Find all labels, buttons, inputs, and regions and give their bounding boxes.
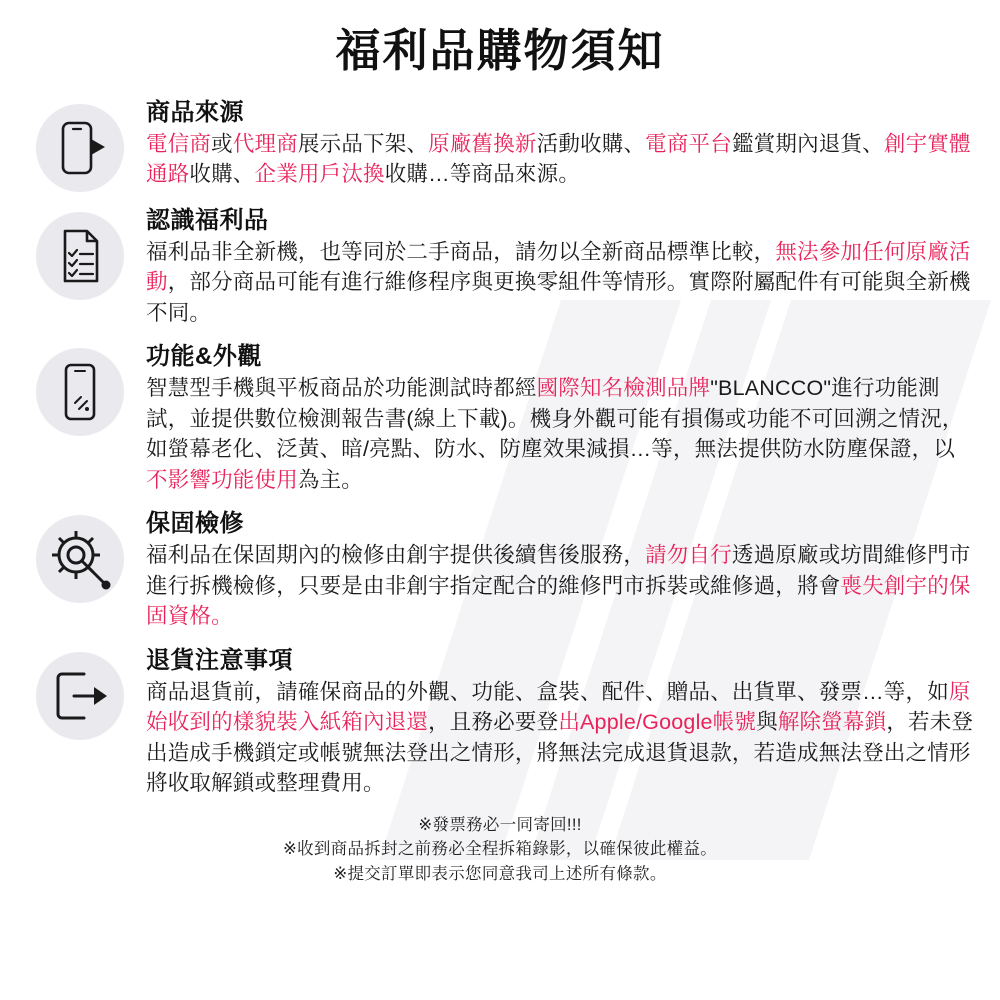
body-text: ，若未登出造成手機鎖定或帳號無法登出之情形，將無法完成退貨退款，若造成無法登出之情形將收取解鎖或整理費用。 [146, 710, 974, 796]
phone-scratch-icon [36, 348, 124, 436]
section-product-source [0, 88, 1000, 192]
icon-column [14, 88, 146, 192]
body-text: "BLANCCO"進行功能測試，並提供數位檢測報告書(線上下載)。機身外觀可能有損傷或功能不可回溯之情況，如螢幕老化、泛黃、暗/亮點、防水、防塵效果減損…等，無法提供防水防塵保證，以 [146, 376, 964, 462]
gear-wrench-icon [36, 515, 124, 603]
body-text: 福利品非全新機，也等同於二手商品，請勿以全新商品標準比較， [146, 239, 776, 264]
highlighted-text: 國際知名檢測品牌 [536, 376, 711, 401]
section-body [146, 129, 974, 190]
body-text: ，且務必要登 [428, 710, 559, 735]
section-heading: 商品來源 [146, 98, 244, 126]
icon-column [14, 196, 146, 300]
body-text: 收購…等商品來源。 [384, 162, 581, 187]
body-text: ，部分商品可能有進行維修程序與更換零組件等情形。實際附屬配件有可能與全新機不同。 [146, 270, 971, 325]
highlighted-text: 企業用戶汰換 [254, 162, 385, 187]
body-text: 鑑賞期內退貨、 [731, 131, 884, 156]
section-about-refurbished [0, 196, 1000, 329]
section-heading: 退貨注意事項 [146, 646, 293, 674]
highlighted-text: 原始收到的樣貌裝入紙箱內退還 [146, 679, 971, 735]
section-warranty-repair [0, 499, 1000, 632]
page-title: 福利品購物須知 [335, 25, 665, 76]
text-column [146, 499, 974, 632]
section-body [146, 237, 974, 329]
highlighted-text: 創宇實體通路 [146, 131, 971, 187]
section-heading: 認識福利品 [146, 206, 269, 234]
text-column [146, 196, 974, 329]
icon-column [14, 332, 146, 436]
highlighted-text: 出Apple/Google帳號 [558, 710, 757, 735]
highlighted-text: 代理商 [232, 131, 298, 156]
body-text: 商品退貨前，請確保商品的外觀、功能、盒裝、配件、贈品、出貨單、發票…等，如 [146, 679, 949, 704]
highlighted-text: 原廠舊換新 [428, 131, 537, 156]
phone-arrow-icon [36, 104, 124, 192]
text-column [146, 88, 974, 190]
body-text: 或 [211, 131, 233, 156]
body-text: 活動收購、 [536, 131, 646, 156]
highlighted-text: 電商平台 [645, 131, 732, 156]
icon-column [14, 636, 146, 740]
icon-column [14, 499, 146, 603]
section-function-appearance [0, 332, 1000, 495]
footer-notes [0, 803, 1000, 887]
section-return-notes [0, 636, 1000, 799]
body-text: 智慧型手機與平板商品於功能測試時都經 [146, 376, 537, 401]
section-body [146, 677, 974, 799]
highlighted-text: 請勿自行 [645, 543, 732, 568]
text-column [146, 332, 974, 495]
body-text: 展示品下架、 [297, 131, 429, 156]
document-checklist-icon [36, 212, 124, 300]
text-column [146, 636, 974, 799]
footer-line-1: ※發票務必一同寄回!!! [418, 815, 582, 834]
section-body [146, 540, 974, 632]
body-text: 為主。 [297, 467, 364, 492]
body-text: 與 [756, 710, 778, 735]
body-text: 福利品在保固期內的檢修由創宇提供後續售後服務， [146, 543, 646, 568]
highlighted-text: 不影響功能使用 [146, 467, 298, 492]
highlighted-text: 電信商 [146, 131, 212, 156]
logout-arrow-icon [36, 652, 124, 740]
body-text: 透過原廠或坊間維修門市進行拆機檢修，只要是由非創宇指定配合的維修門市拆裝或維修過，將會 [146, 543, 971, 598]
footer-line-2: ※收到商品拆封之前務必全程拆箱錄影，以確保彼此權益。 [282, 840, 718, 859]
highlighted-text: 解除螢幕鎖 [777, 710, 887, 735]
section-heading: 功能&外觀 [146, 343, 262, 371]
highlighted-text: 喪失創宇的保固資格。 [146, 573, 971, 629]
body-text: 收購、 [189, 162, 255, 187]
highlighted-text: 無法參加任何原廠活動 [146, 239, 971, 295]
footer-line-3: ※提交訂單即表示您同意我司上述所有條款。 [333, 865, 667, 884]
section-body [146, 373, 974, 495]
section-heading: 保固檢修 [146, 510, 244, 538]
